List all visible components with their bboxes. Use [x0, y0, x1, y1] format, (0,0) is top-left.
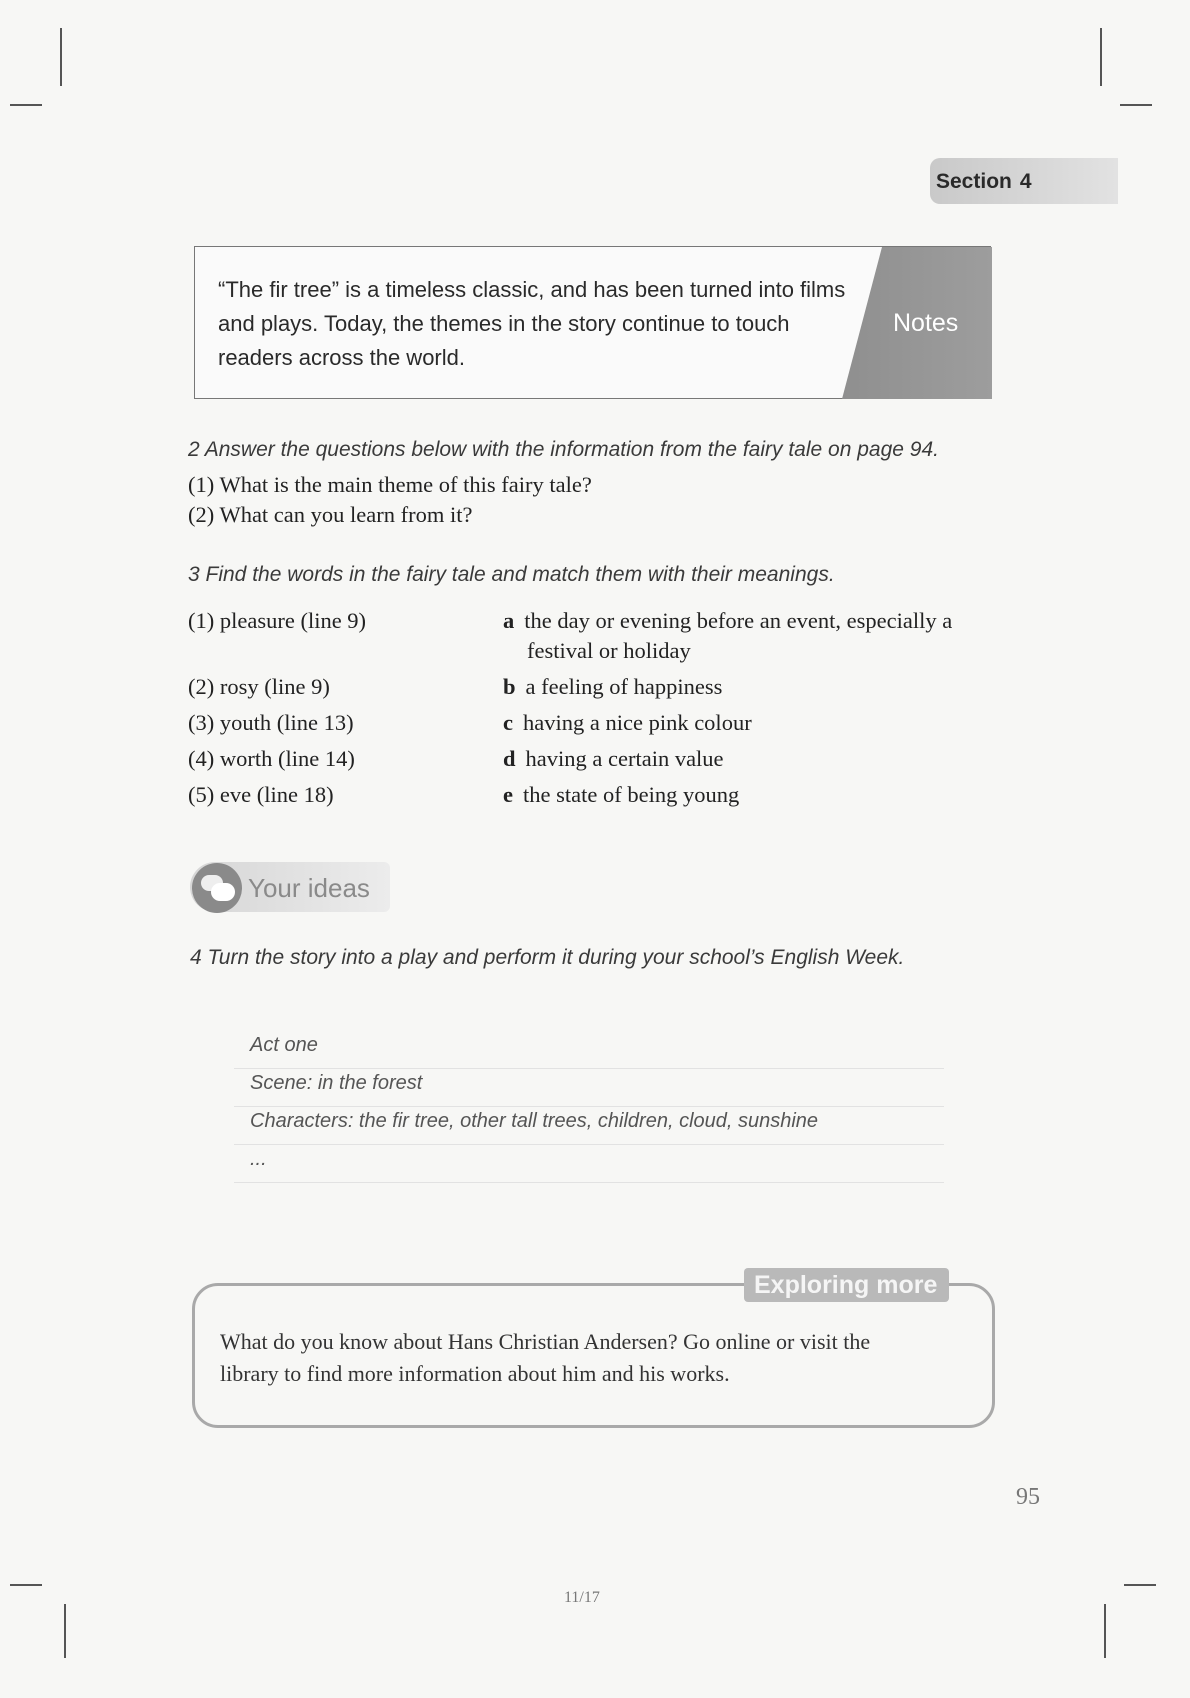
word-item: (3) youth (line 13) — [188, 710, 354, 735]
exploring-more-text — [220, 1326, 960, 1390]
notes-line: “The fir tree” is a timeless classic, and has been turned into films — [218, 277, 846, 302]
meaning-text: having a nice pink colour — [523, 710, 752, 735]
notes-label: Notes — [893, 309, 959, 337]
play-line-text: ... — [250, 1148, 267, 1170]
word-item: (1) pleasure (line 9) — [188, 608, 367, 633]
question-2: (2) What can you learn from it? — [188, 502, 473, 527]
meaning-item — [503, 746, 724, 772]
play-line-text: Scene: in the forest — [250, 1072, 423, 1094]
your-ideas-label: Your ideas — [248, 873, 370, 903]
meaning-letter: b — [503, 674, 516, 699]
word-item: (5) eve (line 18) — [188, 782, 334, 807]
notes-line: and plays. Today, the themes in the story continue to touch — [218, 311, 790, 336]
exploring-more-label: Exploring more — [754, 1271, 938, 1299]
speech-bubbles-icon — [192, 863, 242, 913]
exercise-4-instruction: 4 Turn the story into a play and perform it during your school’s English Week. — [190, 946, 905, 969]
meaning-letter: a — [503, 608, 515, 633]
crop-mark — [1124, 1584, 1156, 1586]
meaning-item — [503, 782, 739, 808]
play-line — [234, 1144, 944, 1183]
notes-text — [218, 273, 868, 375]
section-label — [936, 170, 1032, 194]
meaning-item — [503, 608, 952, 634]
play-line-text: Act one — [250, 1034, 318, 1056]
exploring-more-line: What do you know about Hans Christian Andersen? Go online or visit the — [220, 1329, 871, 1354]
meaning-text-continued: festival or holiday — [527, 638, 691, 663]
crop-mark — [60, 28, 62, 86]
play-line — [234, 1030, 944, 1069]
meaning-text: having a certain value — [525, 746, 724, 771]
section-number: 4 — [1019, 170, 1032, 193]
crop-mark — [10, 1584, 42, 1586]
exercise-3-instruction: 3 Find the words in the fairy tale and match them with their meanings. — [188, 563, 835, 586]
crop-mark — [64, 1604, 66, 1658]
play-line — [234, 1068, 944, 1107]
crop-mark — [1120, 104, 1152, 106]
page-footer: 11/17 — [564, 1589, 600, 1606]
question-1: (1) What is the main theme of this fairy tale? — [188, 472, 592, 497]
meaning-letter: e — [503, 782, 513, 807]
meaning-text: the day or evening before an event, especially a — [524, 608, 953, 633]
crop-mark — [1100, 28, 1102, 86]
word-item: (4) worth (line 14) — [188, 746, 355, 771]
exercise-2-instruction: 2 Answer the questions below with the information from the fairy tale on page 94. — [188, 438, 939, 461]
page-number: 95 — [1016, 1484, 1040, 1510]
word-item: (2) rosy (line 9) — [188, 674, 330, 699]
meaning-text: the state of being young — [523, 782, 740, 807]
meaning-text: a feeling of happiness — [525, 674, 723, 699]
meaning-letter: d — [503, 746, 516, 771]
section-label-text: Section — [936, 170, 1012, 193]
meaning-item — [503, 674, 722, 700]
meaning-letter: c — [503, 710, 513, 735]
notes-line: readers across the world. — [218, 345, 465, 370]
meaning-item — [503, 710, 752, 736]
crop-mark — [10, 104, 42, 106]
play-line — [234, 1106, 944, 1145]
crop-mark — [1104, 1604, 1106, 1658]
play-line-text: Characters: the fir tree, other tall trees, children, cloud, sunshine — [250, 1110, 819, 1132]
exploring-more-line: library to find more information about him and his works. — [220, 1361, 730, 1386]
